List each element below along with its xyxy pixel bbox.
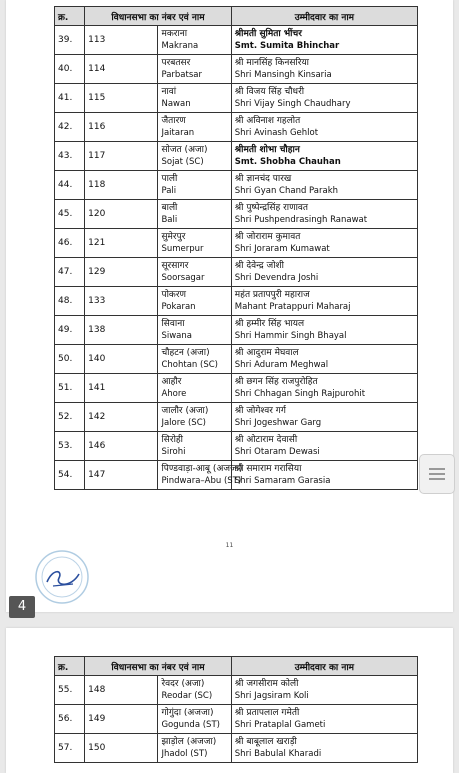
constituency-name-hindi: सूरसागर (161, 261, 189, 271)
candidate-name (231, 229, 417, 258)
constituency-name (158, 374, 231, 403)
table-row (55, 345, 418, 374)
table-body (55, 26, 418, 490)
candidate-name-english: Mahant Pratappuri Maharaj (234, 302, 351, 312)
candidate-name-english: Shri Jagsiram Koli (234, 691, 309, 701)
table-row (55, 55, 418, 84)
constituency-name (158, 171, 231, 200)
table-row (55, 171, 418, 200)
constituency-name-english: Sirohi (161, 447, 186, 457)
serial-number: 47. (55, 258, 85, 287)
candidate-name-english: Shri Gyan Chand Parakh (234, 186, 339, 196)
serial-number: 46. (55, 229, 85, 258)
constituency-name-english: Jaitaran (161, 128, 195, 138)
constituency-name-english: Bali (161, 215, 178, 225)
constituency-number: 149 (85, 705, 158, 734)
serial-number: 40. (55, 55, 85, 84)
constituency-name (158, 84, 231, 113)
serial-number: 54. (55, 461, 85, 490)
constituency-number: 140 (85, 345, 158, 374)
constituency-name-english: Makrana (161, 41, 199, 51)
table-body (55, 676, 418, 763)
table-row (55, 142, 418, 171)
candidate-name-hindi: श्री बाबूलाल खराड़ी (234, 737, 297, 747)
candidate-name (231, 374, 417, 403)
constituency-name-hindi: पिण्डवाड़ा-आबू (अजजा) (161, 464, 243, 474)
constituency-name (158, 55, 231, 84)
constituency-name-english: Gogunda (ST) (161, 720, 220, 730)
constituency-number: 120 (85, 200, 158, 229)
candidate-name-hindi: श्री आदुराम मेघवाल (234, 348, 299, 358)
constituency-name-english: Sumerpur (161, 244, 204, 254)
table-row (55, 84, 418, 113)
serial-number: 41. (55, 84, 85, 113)
candidate-name (231, 705, 417, 734)
constituency-number: 141 (85, 374, 158, 403)
candidate-name-english: Shri Hammir Singh Bhayal (234, 331, 347, 341)
table-row (55, 316, 418, 345)
constituency-name-hindi: आहौर (161, 377, 182, 387)
candidate-name-hindi: श्री हम्मीर सिंह भायल (234, 319, 305, 329)
candidate-name (231, 171, 417, 200)
constituency-name-hindi: झाड़ोल (अजजा) (161, 737, 217, 747)
table-row (55, 403, 418, 432)
constituency-name (158, 113, 231, 142)
serial-number: 56. (55, 705, 85, 734)
table-row (55, 229, 418, 258)
constituency-name-hindi: जैतारण (161, 116, 186, 126)
serial-number: 51. (55, 374, 85, 403)
constituency-number: 129 (85, 258, 158, 287)
candidate-name-hindi: श्री ओटाराम देवासी (234, 435, 298, 445)
constituency-number: 116 (85, 113, 158, 142)
constituency-name-english: Jalore (SC) (161, 418, 206, 428)
constituency-number: 133 (85, 287, 158, 316)
candidate-name-english: Shri Chhagan Singh Rajpurohit (234, 389, 366, 399)
candidate-table (54, 656, 418, 763)
constituency-name-hindi: बाली (161, 203, 178, 213)
constituency-name-english: Reodar (SC) (161, 691, 213, 701)
serial-number: 55. (55, 676, 85, 705)
constituency-name-english: Parbatsar (161, 70, 202, 80)
constituency-number: 113 (85, 26, 158, 55)
document-page-11 (6, 0, 453, 612)
header-constituency: विधानसभा का नंबर एवं नाम (85, 7, 232, 26)
candidate-name-english: Shri Samaram Garasia (234, 476, 331, 486)
candidate-name (231, 461, 417, 490)
candidate-name-hindi: श्रीमती सुमिता भींचर (234, 29, 302, 39)
constituency-name (158, 403, 231, 432)
hamburger-menu-icon (429, 467, 445, 481)
candidate-name-hindi: श्री अविनाश गहलोत (234, 116, 301, 126)
constituency-name-hindi: गोगुंदा (अजजा) (161, 708, 214, 718)
serial-number: 45. (55, 200, 85, 229)
constituency-name-hindi: सिरोही (161, 435, 184, 445)
serial-number: 57. (55, 734, 85, 763)
constituency-name (158, 461, 243, 490)
constituency-name-hindi: पोकरण (161, 290, 187, 300)
constituency-name (158, 734, 231, 763)
page-indicator-badge[interactable]: 4 (9, 596, 35, 618)
constituency-name (158, 287, 231, 316)
official-seal-icon (33, 548, 91, 606)
constituency-name-hindi: सोजत (अजा) (161, 145, 208, 155)
header-serial: क्र. (55, 7, 85, 26)
candidate-name (231, 432, 417, 461)
constituency-name-english: Jhadol (ST) (161, 749, 208, 759)
document-page-12 (6, 628, 453, 773)
constituency-name-english: Ahore (161, 389, 187, 399)
table-row (55, 113, 418, 142)
constituency-name-hindi: चौहटन (अजा) (161, 348, 210, 358)
constituency-name (158, 258, 231, 287)
header-constituency: विधानसभा का नंबर एवं नाम (85, 657, 232, 676)
candidate-name (231, 734, 417, 763)
serial-number: 50. (55, 345, 85, 374)
candidate-name-english: Shri Mansingh Kinsaria (234, 70, 332, 80)
candidate-name (231, 676, 417, 705)
constituency-name (158, 200, 231, 229)
candidate-name (231, 55, 417, 84)
constituency-number: 147 (85, 461, 158, 490)
candidate-name (231, 287, 417, 316)
constituency-name-hindi: नावां (161, 87, 177, 97)
candidate-name (231, 403, 417, 432)
candidate-name-hindi: श्री देवेन्द्र जोशी (234, 261, 285, 271)
constituency-number: 138 (85, 316, 158, 345)
constituency-name (158, 142, 231, 171)
constituency-name (158, 229, 231, 258)
constituency-name-english: Chohtan (SC) (161, 360, 218, 370)
serial-number: 42. (55, 113, 85, 142)
constituency-number: 148 (85, 676, 158, 705)
constituency-name-english: Pokaran (161, 302, 196, 312)
candidate-name-hindi: श्री पुष्पेन्द्रसिंह राणावत (234, 203, 309, 213)
candidate-name-english: Smt. Shobha Chauhan (234, 157, 341, 167)
constituency-name-hindi: मकराना (161, 29, 188, 39)
constituency-name (158, 26, 231, 55)
constituency-name-english: Pali (161, 186, 177, 196)
candidate-name-english: Shri Devendra Joshi (234, 273, 319, 283)
candidate-name (231, 113, 417, 142)
header-serial: क्र. (55, 657, 85, 676)
table-header-row (55, 657, 418, 676)
candidate-name-hindi: श्री विजय सिंह चौधरी (234, 87, 305, 97)
candidate-name-english: Shri Babulal Kharadi (234, 749, 322, 759)
constituency-name (158, 345, 231, 374)
constituency-name (158, 432, 231, 461)
candidate-name (231, 26, 417, 55)
constituency-number: 121 (85, 229, 158, 258)
table-row (55, 200, 418, 229)
candidate-name (231, 258, 417, 287)
table-row (55, 461, 418, 490)
constituency-number: 114 (85, 55, 158, 84)
candidate-name-english: Shri Vijay Singh Chaudhary (234, 99, 351, 109)
candidate-name-hindi: श्री प्रतापलाल गमेती (234, 708, 300, 718)
constituency-name-english: Nawan (161, 99, 191, 109)
constituency-number: 115 (85, 84, 158, 113)
constituency-name (158, 676, 231, 705)
candidate-name-hindi: श्री जगसीराम कोली (234, 679, 299, 689)
serial-number: 48. (55, 287, 85, 316)
constituency-name-hindi: रेवदर (अजा) (161, 679, 205, 689)
candidate-name-english: Shri Joraram Kumawat (234, 244, 330, 254)
candidate-name (231, 84, 417, 113)
constituency-name-english: Soorsagar (161, 273, 205, 283)
candidate-name-hindi: श्री जोगेश्वर गर्ग (234, 406, 286, 416)
serial-number: 52. (55, 403, 85, 432)
candidate-table (54, 6, 418, 490)
table-row (55, 26, 418, 55)
candidate-name-english: Shri Pushpendrasingh Ranawat (234, 215, 368, 225)
constituency-number: 150 (85, 734, 158, 763)
header-candidate: उम्मीदवार का नाम (231, 657, 417, 676)
candidate-name-english: Smt. Sumita Bhinchar (234, 41, 340, 51)
table-row (55, 705, 418, 734)
table-row (55, 374, 418, 403)
candidate-name-english: Shri Otaram Dewasi (234, 447, 320, 457)
candidate-name (231, 316, 417, 345)
table-row (55, 258, 418, 287)
candidate-name-hindi: महंत प्रतापपुरी महाराज (234, 290, 310, 300)
hamburger-menu-button[interactable] (419, 454, 455, 494)
candidate-name-english: Shri Jogeshwar Garg (234, 418, 322, 428)
constituency-name (158, 316, 231, 345)
constituency-name-english: Sojat (SC) (161, 157, 204, 167)
constituency-name-hindi: सिवाना (161, 319, 185, 329)
table-row (55, 734, 418, 763)
candidate-name-hindi: श्री ज्ञानचंद पारख (234, 174, 292, 184)
page-number: 11 (225, 542, 234, 549)
table-row (55, 432, 418, 461)
candidate-name-english: Shri Prataplal Gameti (234, 720, 326, 730)
constituency-number: 118 (85, 171, 158, 200)
table-header-row (55, 7, 418, 26)
constituency-name-english: Pindwara–Abu (ST) (161, 476, 242, 486)
constituency-name-hindi: परबतसर (161, 58, 191, 68)
candidate-name-english: Shri Aduram Meghwal (234, 360, 329, 370)
candidate-name-hindi: श्री जोराराम कुमावत (234, 232, 301, 242)
serial-number: 43. (55, 142, 85, 171)
constituency-name-hindi: सुमेरपुर (161, 232, 186, 242)
serial-number: 49. (55, 316, 85, 345)
constituency-name-hindi: जालौर (अजा) (161, 406, 209, 416)
serial-number: 44. (55, 171, 85, 200)
candidate-name-hindi: श्री समाराम गरासिया (234, 464, 302, 474)
constituency-name (158, 705, 231, 734)
constituency-number: 146 (85, 432, 158, 461)
candidate-name-hindi: श्री छगन सिंह राजपुरोहित (234, 377, 318, 387)
constituency-name-hindi: पाली (161, 174, 178, 184)
serial-number: 39. (55, 26, 85, 55)
candidate-name (231, 345, 417, 374)
table-row (55, 287, 418, 316)
candidate-name (231, 200, 417, 229)
header-candidate: उम्मीदवार का नाम (231, 7, 417, 26)
candidate-name (231, 142, 417, 171)
constituency-number: 142 (85, 403, 158, 432)
table-row (55, 676, 418, 705)
candidate-name-hindi: श्री मानसिंह किनसरिया (234, 58, 309, 68)
constituency-name-english: Siwana (161, 331, 192, 341)
constituency-number: 117 (85, 142, 158, 171)
serial-number: 53. (55, 432, 85, 461)
candidate-name-hindi: श्रीमती शोभा चौहान (234, 145, 300, 155)
candidate-name-english: Shri Avinash Gehlot (234, 128, 319, 138)
